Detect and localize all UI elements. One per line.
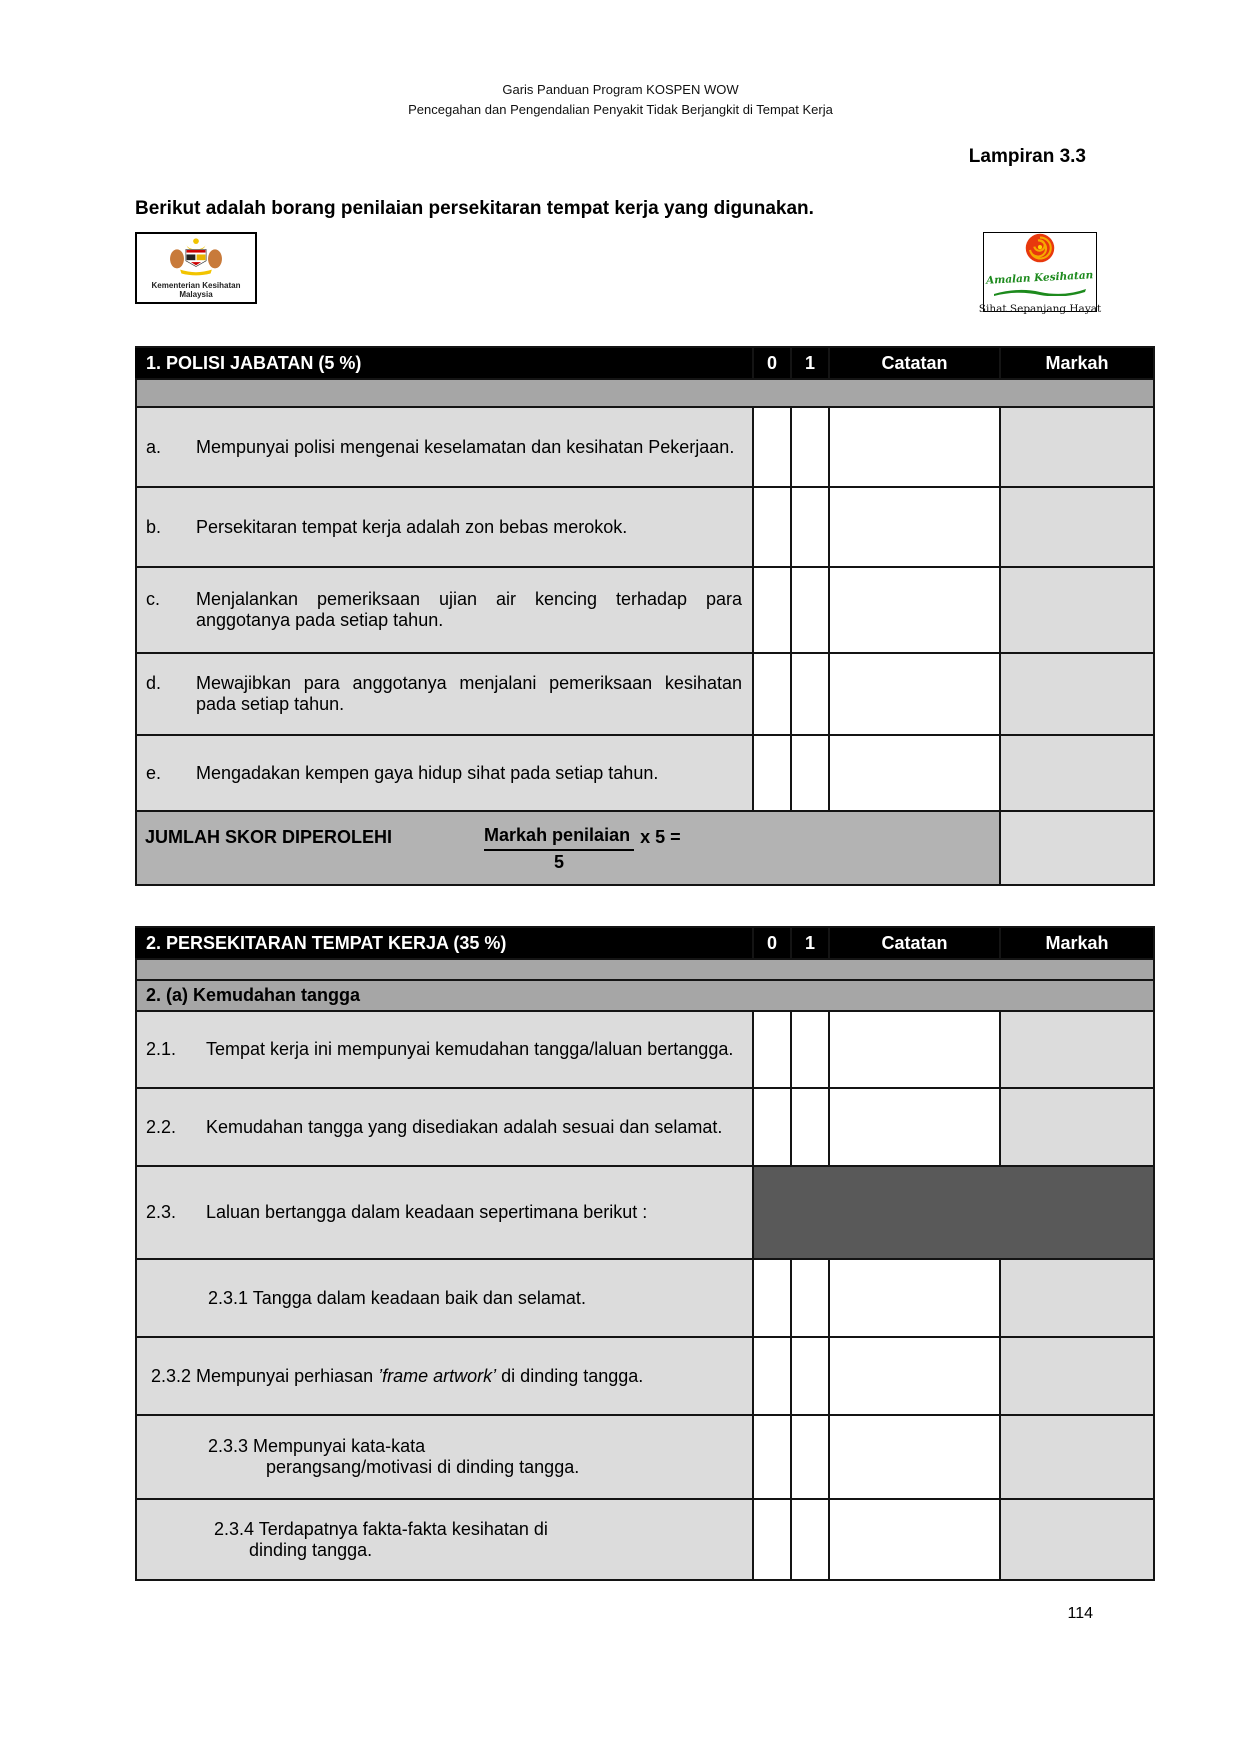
table2-score0-header: 0	[753, 927, 791, 959]
item-label: 2.2.	[146, 1116, 177, 1137]
criteria-cell	[136, 1499, 753, 1580]
score-1-cell	[791, 487, 829, 567]
item-text-line2: perangsang/motivasi di dinding tangga.	[266, 1457, 580, 1478]
score-1-cell	[791, 1259, 829, 1337]
item-text: 2.3.2 Mempunyai perhiasan ’frame artwork’ di dinding tangga.	[151, 1365, 644, 1386]
item-text: Kemudahan tangga yang disediakan adalah sesuai dan selamat.	[206, 1116, 723, 1137]
item-text: Laluan bertangga dalam keadaan sepertimana berikut :	[206, 1202, 648, 1223]
health-tagline: Sihat Sepanjang Hayat	[978, 303, 1102, 316]
health-script-text: Amalan Kesihatan	[986, 268, 1094, 287]
score-0-cell	[753, 1337, 791, 1415]
catatan-cell	[829, 407, 1000, 487]
header-line-2: Pencegahan dan Pengendalian Penyakit Tidak Berjangkit di Tempat Kerja	[408, 102, 833, 118]
score-0-cell	[753, 487, 791, 567]
table-row-e	[136, 735, 1154, 811]
markah-cell	[1000, 1499, 1154, 1580]
item-label: b.	[146, 516, 162, 537]
table-row-c	[136, 567, 1154, 653]
table2-catatan-header: Catatan	[829, 927, 1000, 959]
table1-section-title: 1. POLISI JABATAN (5 %)	[136, 347, 753, 379]
score-1-cell	[791, 1337, 829, 1415]
formula-denominator: 5	[554, 852, 565, 873]
score-1-cell	[791, 1011, 829, 1088]
score-0-cell	[753, 407, 791, 487]
markah-cell	[1000, 487, 1154, 567]
item-text: Mewajibkan para anggotanya menjalani pemeriksaan kesihatan pada setiap tahun.	[196, 673, 742, 715]
score-1-cell	[791, 653, 829, 735]
criteria-cell	[136, 1259, 753, 1337]
catatan-cell	[829, 735, 1000, 811]
criteria-cell	[136, 735, 753, 811]
table-row-a	[136, 407, 1154, 487]
attachment-label: Lampiran 3.3	[968, 146, 1086, 168]
table1-score0-header: 0	[753, 347, 791, 379]
moh-logo	[135, 232, 257, 304]
markah-cell	[1000, 1011, 1154, 1088]
total-cell	[136, 811, 1000, 885]
intro-text: Berikut adalah borang penilaian persekitaran tempat kerja yang digunakan.	[135, 198, 814, 220]
total-row	[136, 811, 1154, 885]
score-0-cell	[753, 735, 791, 811]
criteria-cell	[136, 407, 753, 487]
sun-swirl-icon	[1021, 230, 1059, 273]
item-text: Tempat kerja ini mempunyai kemudahan tangga/laluan bertangga.	[206, 1039, 734, 1060]
catatan-cell	[829, 653, 1000, 735]
item-text: Persekitaran tempat kerja adalah zon bebas merokok.	[196, 516, 628, 537]
formula-suffix: x 5 =	[640, 827, 681, 848]
item-text: 2.3.1 Tangga dalam keadaan baik dan selamat.	[208, 1287, 586, 1308]
catatan-cell	[829, 1499, 1000, 1580]
table-row-2-2	[136, 1088, 1154, 1166]
criteria-cell	[136, 1415, 753, 1499]
score-0-cell	[753, 1088, 791, 1166]
item-text: Mempunyai polisi mengenai keselamatan dan kesihatan Pekerjaan.	[196, 436, 735, 457]
header-line-1: Garis Panduan Program KOSPEN WOW	[502, 82, 739, 97]
catatan-cell	[829, 1259, 1000, 1337]
score-1-cell	[791, 567, 829, 653]
logo-row	[135, 232, 1153, 314]
score-0-cell	[753, 1499, 791, 1580]
policy-table	[135, 346, 1155, 886]
item-text-line2: dinding tangga.	[249, 1539, 373, 1560]
formula-numerator: Markah penilaian	[484, 823, 634, 851]
markah-cell	[1000, 407, 1154, 487]
score-1-cell	[791, 407, 829, 487]
item-label: c.	[146, 589, 161, 610]
table-row-b	[136, 487, 1154, 567]
criteria-cell	[136, 1166, 753, 1259]
score-0-cell	[753, 567, 791, 653]
table-row-2-3-1	[136, 1259, 1154, 1337]
item-text: Mengadakan kempen gaya hidup sihat pada setiap tahun.	[196, 762, 659, 783]
total-label: JUMLAH SKOR DIPEROLEHI	[145, 827, 393, 848]
page-number: 114	[1067, 1605, 1093, 1623]
criteria-cell	[136, 1337, 753, 1415]
item-label: d.	[146, 673, 162, 694]
score-0-cell	[753, 1259, 791, 1337]
markah-cell	[1000, 811, 1154, 885]
table1-markah-header: Markah	[1000, 347, 1154, 379]
markah-cell	[1000, 653, 1154, 735]
item-label: 2.1.	[146, 1039, 177, 1060]
markah-cell	[1000, 1415, 1154, 1499]
score-0-cell	[753, 1415, 791, 1499]
catatan-cell	[829, 1415, 1000, 1499]
moh-logo-caption: Kementerian Kesihatan Malaysia	[151, 280, 241, 299]
score-1-cell	[791, 1415, 829, 1499]
table-row-2-3-2	[136, 1337, 1154, 1415]
table2-header-row	[136, 927, 1154, 959]
markah-cell	[1000, 1259, 1154, 1337]
table-row-2-3-3	[136, 1415, 1154, 1499]
score-1-cell	[791, 1499, 829, 1580]
markah-cell	[1000, 735, 1154, 811]
environment-table	[135, 926, 1155, 1581]
catatan-cell	[829, 1337, 1000, 1415]
criteria-cell	[136, 653, 753, 735]
item-label: 2.3.	[146, 1202, 177, 1223]
criteria-cell	[136, 487, 753, 567]
blocked-cell	[753, 1166, 1154, 1259]
table1-header-row	[136, 347, 1154, 379]
table-row-2-3	[136, 1166, 1154, 1259]
item-label: a.	[146, 436, 162, 457]
table2-score1-header: 1	[791, 927, 829, 959]
criteria-cell	[136, 1088, 753, 1166]
score-0-cell	[753, 653, 791, 735]
table-row-d	[136, 653, 1154, 735]
criteria-cell	[136, 567, 753, 653]
spacer-row	[136, 379, 1154, 407]
table-row-2-3-4	[136, 1499, 1154, 1580]
markah-cell	[1000, 567, 1154, 653]
score-0-cell	[753, 1011, 791, 1088]
markah-cell	[1000, 1337, 1154, 1415]
italic-phrase: ’frame artwork’	[378, 1365, 497, 1386]
table2-markah-header: Markah	[1000, 927, 1154, 959]
table2-section-title: 2. PERSEKITARAN TEMPAT KERJA (35 %)	[136, 927, 753, 959]
catatan-cell	[829, 1011, 1000, 1088]
item-text: Menjalankan pemeriksaan ujian air kencing terhadap para anggotanya pada setiap tahun.	[196, 589, 742, 631]
item-label: e.	[146, 762, 162, 783]
table1-score1-header: 1	[791, 347, 829, 379]
coat-of-arms-icon	[164, 238, 228, 281]
running-header	[0, 0, 1241, 120]
markah-cell	[1000, 1088, 1154, 1166]
item-text-line1: 2.3.4 Terdapatnya fakta-fakta kesihatan di	[214, 1518, 548, 1539]
spacer-row	[136, 959, 1154, 980]
score-formula	[484, 823, 681, 873]
health-campaign-logo	[978, 232, 1102, 316]
score-1-cell	[791, 1088, 829, 1166]
catatan-cell	[829, 1088, 1000, 1166]
subsection-header: 2. (a) Kemudahan tangga	[136, 980, 1154, 1011]
subsection-header-row	[136, 980, 1154, 1011]
table1-catatan-header: Catatan	[829, 347, 1000, 379]
catatan-cell	[829, 567, 1000, 653]
criteria-cell	[136, 1011, 753, 1088]
catatan-cell	[829, 487, 1000, 567]
item-text-line1: 2.3.3 Mempunyai kata-kata	[208, 1436, 426, 1457]
table-row-2-1	[136, 1011, 1154, 1088]
score-1-cell	[791, 735, 829, 811]
